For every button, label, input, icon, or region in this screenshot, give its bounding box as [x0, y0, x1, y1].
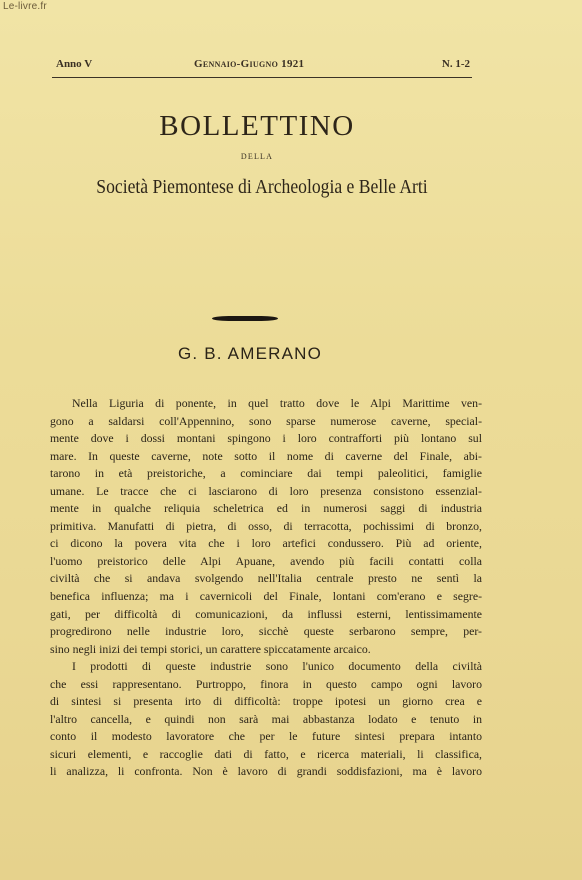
header-divider — [52, 77, 472, 78]
journal-della: DELLA — [240, 152, 274, 161]
body-line: sino negli inizi dei tempi storici, un carattere spiccatamente arcaico. — [50, 641, 371, 656]
body-line: gono a saldarsi coll'Appennino, sono sparse numerose caverne, special- — [50, 413, 482, 428]
body-line: che essi rappresentano. Purtroppo, finora in questo campo ogni lavoro — [50, 676, 482, 691]
body-line: tarono in età preistoriche, a cominciare dai tempi paleolitici, famiglie — [50, 466, 482, 481]
society-name: Società Piemontese di Archeologia e Belle Arti — [96, 176, 428, 198]
body-line: I prodotti di queste industrie sono l'unico documento della civiltà — [72, 659, 482, 674]
watermark-text: Le-livre.fr — [3, 1, 47, 12]
journal-title: BOLLETTINO — [159, 110, 355, 142]
issue-number: N. 1-2 — [441, 58, 470, 70]
body-line: mare. In queste caverne, note sotto il nome di caverne del Finale, abi- — [50, 448, 482, 463]
body-line: umane. Le tracce che ci lasciarono di loro presenza consistono essenzial- — [50, 483, 482, 498]
article-author: G. B. AMERANO — [177, 344, 323, 363]
body-line: sicuri elementi, e raccoglie dati di fatto, e ricerca materiali, li classifica, — [50, 746, 482, 761]
body-line: l'altro cancella, e quindi non sarà mai abbastanza lodato e tenuto in — [50, 711, 482, 726]
body-line: benefica influenza; ma i cavernicoli del Finale, lontani com'erano e segre- — [50, 589, 482, 604]
ornament-divider — [212, 316, 278, 321]
body-line: ci dicono la povera vita che i loro artefici condussero. Più ad oriente, — [50, 536, 482, 551]
article-body — [50, 395, 482, 781]
issue-year: Anno V — [56, 58, 93, 70]
body-line: gati, per difficoltà di comunicazioni, da influssi esterni, lentissimamente — [50, 606, 482, 621]
body-line: mente dove i dossi montani spingono i loro contrafforti più lontano sul — [50, 431, 482, 446]
body-line: progredirono nelle industrie loro, sicchè queste serbarono sempre, per- — [50, 624, 482, 639]
body-line: l'uomo preistorico delle Alpi Apuane, avendo più facili contatti colla — [50, 553, 482, 568]
issue-period: Gennaio-Giugno 1921 — [194, 58, 305, 70]
body-line: li analizza, li confronta. Non è lavoro di grandi soddisfazioni, ma è lavoro — [50, 764, 482, 779]
body-line: mente in qualche reliquia scheletrica ed in numerosi saggi di industria — [50, 501, 482, 516]
body-line: Nella Liguria di ponente, in quel tratto dove le Alpi Marittime ven- — [72, 396, 482, 410]
body-line: di sintesi si presenta irto di difficoltà: troppe ipotesi un giorno crea e — [50, 694, 482, 709]
body-line: conto il modesto lavoratore che per le future sintesi prepara intanto — [50, 729, 482, 744]
issue-header — [56, 58, 470, 74]
body-line: primitiva. Manufatti di pietra, di osso, di terracotta, pochissimi di bronzo, — [50, 518, 482, 533]
body-line: civiltà che si andava svolgendo nell'Italia centrale presto ne sentì la — [50, 571, 482, 586]
